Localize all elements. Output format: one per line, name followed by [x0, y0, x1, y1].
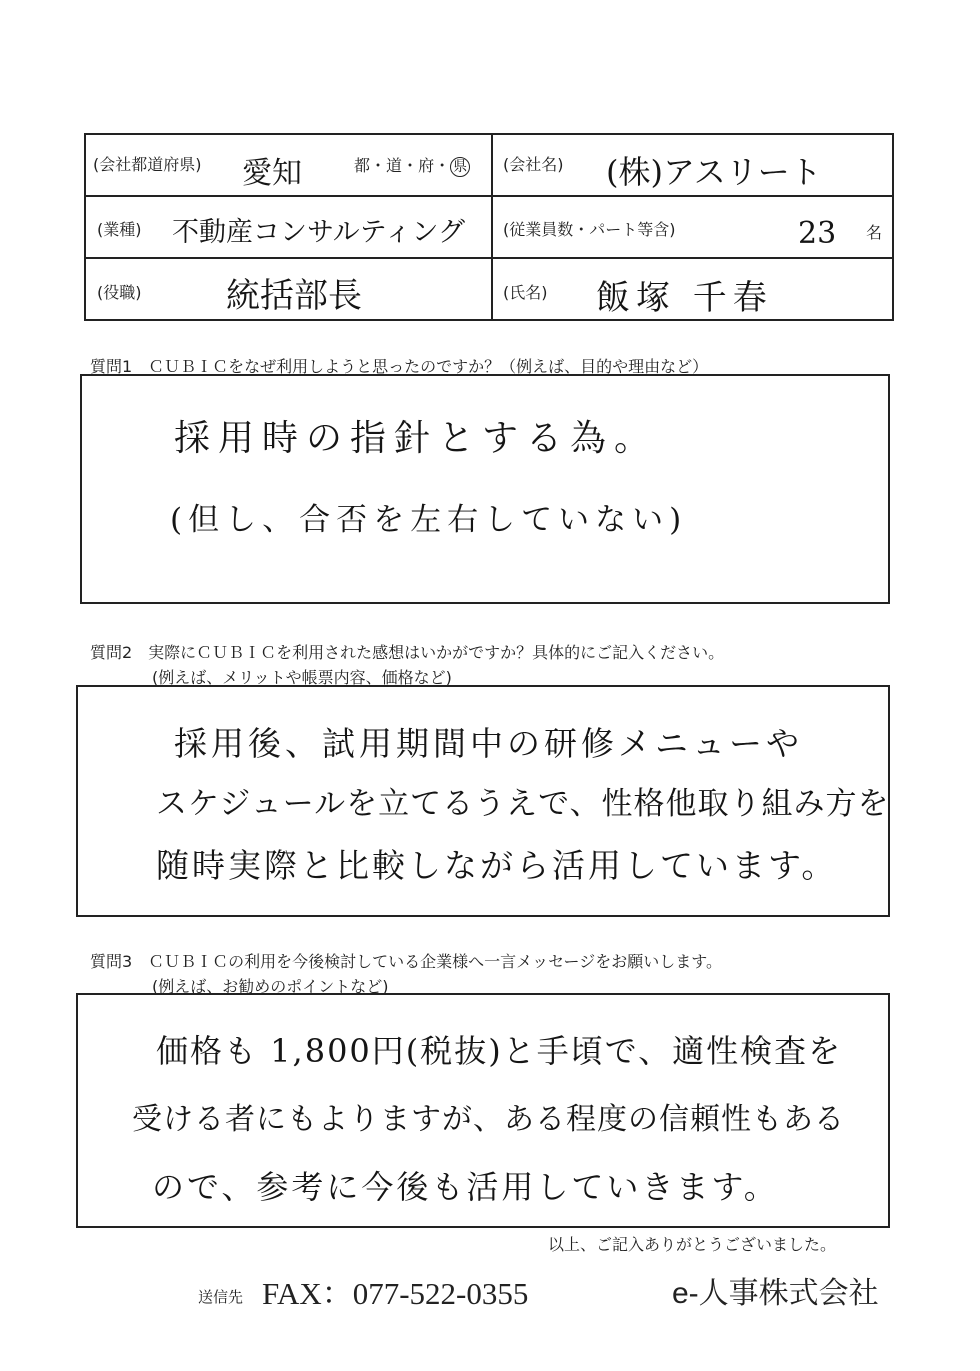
answer-1-line-2: (但し、合否を左右していない): [170, 502, 688, 538]
table-divider: [86, 257, 892, 259]
company-label: (会社名): [503, 155, 564, 174]
position-label: (役職): [97, 283, 142, 302]
recipient-company: e-人事株式会社: [672, 1277, 879, 1310]
answer-box-1: [80, 374, 890, 604]
question-3-hint: (例えば、お勧めのポイントなど): [152, 977, 389, 996]
table-divider: [491, 135, 493, 319]
employees-label: (従業員数・パート等含): [503, 220, 676, 239]
position-value: 統括部長: [226, 276, 362, 316]
employees-unit: 名: [866, 223, 883, 242]
question-2: 質問2 実際にＣＵＢＩＣを利用された感想はいかがですか？具体的にご記入ください。: [90, 643, 725, 662]
answer-2-line-1: 採用後、試用期間中の研修メニューや: [174, 724, 803, 763]
industry-label: (業種): [97, 220, 142, 239]
name-label: (氏名): [503, 283, 548, 302]
question-3: 質問3 ＣＵＢＩＣの利用を今後検討している企業様へ一言メッセージをお願いします。: [90, 952, 722, 971]
suffix-separator: ・: [434, 156, 451, 175]
thanks-note: 以上、ご記入ありがとうございました。: [548, 1235, 837, 1254]
question-2-hint: (例えば、メリットや帳票内容、価格など): [152, 668, 452, 687]
industry-value: 不動産コンサルティング: [172, 217, 465, 248]
answer-3-line-3: ので、参考に今後も活用していきます。: [152, 1168, 779, 1206]
answer-2-line-2: スケジュールを立てるうえで、性格他取り組み方を: [156, 786, 890, 822]
suffix-fu: 府: [418, 156, 435, 175]
employees-value: 23: [798, 216, 837, 251]
table-divider: [86, 195, 892, 197]
fax-number: FAX：077-522-0355: [262, 1276, 529, 1311]
suffix-to: 都: [354, 156, 371, 175]
answer-3-line-1: 価格も 1,800円(税抜)と手頃で、適性検査を: [156, 1032, 843, 1070]
suffix-separator: ・: [370, 156, 387, 175]
answer-1-line-1: 採用時の指針とする為。: [174, 418, 659, 459]
question-1: 質問1 ＣＵＢＩＣをなぜ利用しようと思ったのですか？（例えば、目的や理由など）: [90, 357, 709, 376]
suffix-separator: ・: [402, 156, 419, 175]
suffix-ken-circled: 県: [450, 157, 470, 177]
suffix-do: 道: [386, 156, 403, 175]
company-value: (株)アスリート: [606, 153, 822, 191]
answer-2-line-3: 随時実際と比較しながら活用しています。: [156, 846, 838, 885]
send-to-label: 送信先: [198, 1288, 244, 1306]
prefecture-suffixes: [354, 153, 470, 177]
prefecture-value: 愛知: [242, 156, 302, 191]
name-value: 飯塚 千春: [596, 278, 773, 318]
answer-3-line-2: 受ける者にもよりますが、ある程度の信頼性もある: [132, 1102, 845, 1137]
prefecture-label: (会社都道府県): [93, 155, 202, 174]
